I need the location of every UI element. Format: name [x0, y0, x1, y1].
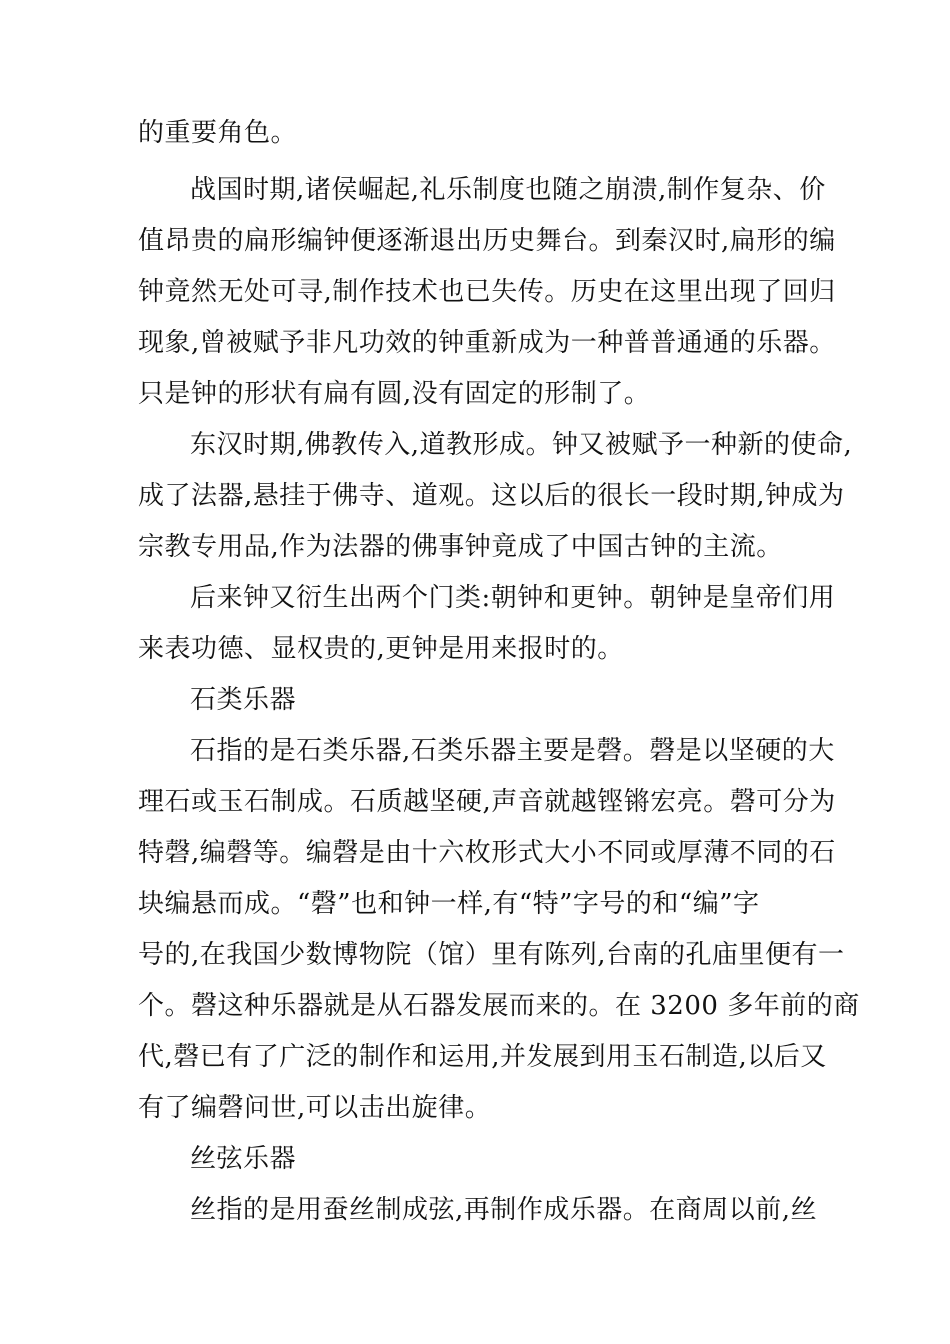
paragraph-first-line: 石指的是石类乐器,石类乐器主要是磬。磬是以坚硬的大 — [190, 736, 835, 766]
text-line: 理石或玉石制成。石质越坚硬,声音就越铿锵宏亮。磬可分为 — [138, 787, 836, 817]
text-line: 号的,在我国少数博物院（馆）里有陈列,台南的孔庙里便有一 — [138, 940, 845, 970]
text-line: 代,磬已有了广泛的制作和运用,并发展到用玉石制造,以后又 — [138, 1042, 827, 1072]
section-heading: 石类乐器 — [190, 685, 297, 715]
text-line: 来表功德、显权贵的,更钟是用来报时的。 — [138, 634, 624, 664]
text-line: 块编悬而成。“磬”也和钟一样,有“特”字号的和“编”字 — [138, 889, 760, 919]
text-line: 的重要角色。 — [138, 118, 298, 148]
text-line: 钟竟然无处可寻,制作技术也已失传。历史在这里出现了回归 — [138, 277, 836, 307]
paragraph-first-line: 丝指的是用蚕丝制成弦,再制作成乐器。在商周以前,丝 — [190, 1195, 818, 1225]
section-heading: 丝弦乐器 — [190, 1144, 297, 1174]
paragraph-first-line: 战国时期,诸侯崛起,礼乐制度也随之崩溃,制作复杂、价 — [190, 175, 826, 205]
text-line: 值昂贵的扁形编钟便逐渐退出历史舞台。到秦汉时,扁形的编 — [138, 226, 836, 256]
text-line: 特磬,编磬等。编磬是由十六枚形式大小不同或厚薄不同的石 — [138, 838, 836, 868]
text-line: 宗教专用品,作为法器的佛事钟竟成了中国古钟的主流。 — [138, 532, 783, 562]
paragraph-first-line: 东汉时期,佛教传入,道教形成。钟又被赋予一种新的使命, — [190, 430, 853, 460]
text-line: 只是钟的形状有扁有圆,没有固定的形制了。 — [138, 379, 651, 409]
text-line: 现象,曾被赋予非凡功效的钟重新成为一种普普通通的乐器。 — [138, 328, 836, 358]
paragraph-first-line: 后来钟又衍生出两个门类:朝钟和更钟。朝钟是皇帝们用 — [190, 583, 836, 613]
text-line: 成了法器,悬挂于佛寺、道观。这以后的很长一段时期,钟成为 — [138, 481, 845, 511]
text-line: 个。磬这种乐器就是从石器发展而来的。在 3200 多年前的商 — [138, 991, 860, 1021]
text-line: 有了编磬问世,可以击出旋律。 — [138, 1093, 492, 1123]
